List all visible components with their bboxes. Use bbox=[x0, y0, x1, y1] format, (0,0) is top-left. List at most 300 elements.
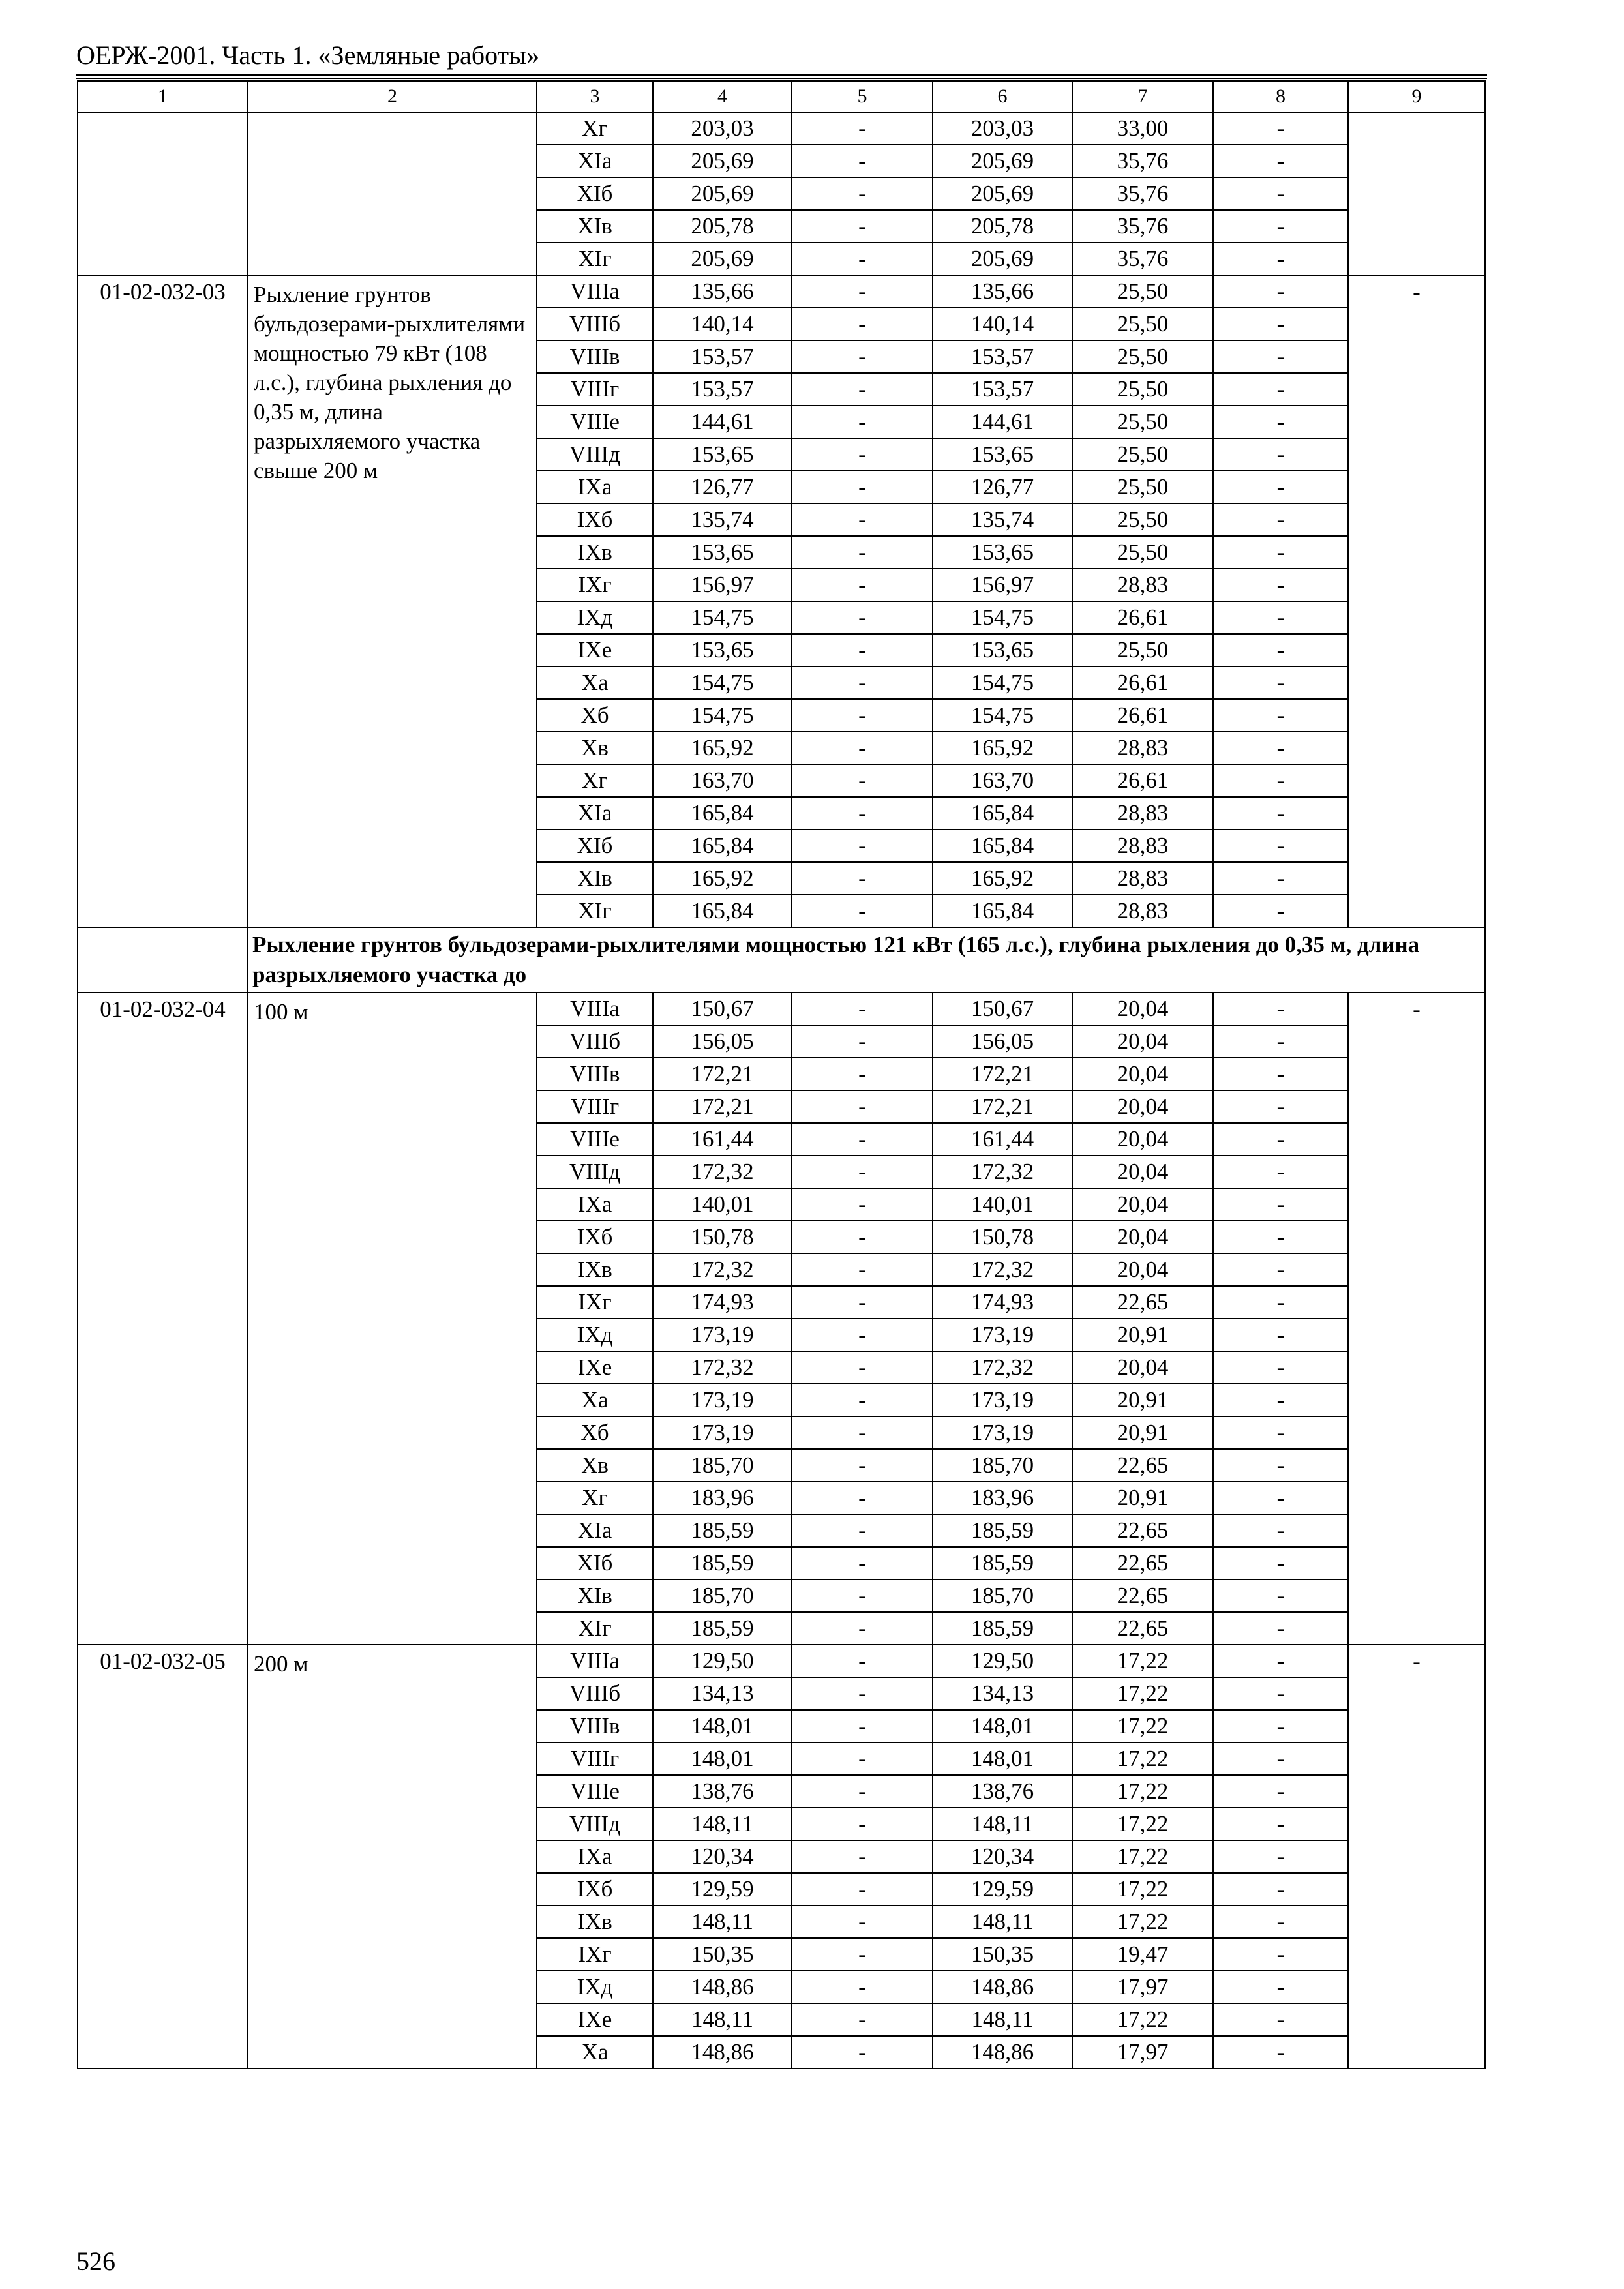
materials-cost: - bbox=[1213, 1938, 1348, 1971]
machine-cost: 140,14 bbox=[933, 308, 1072, 340]
materials-cost: - bbox=[1213, 340, 1348, 373]
column-number: 7 bbox=[1072, 81, 1213, 112]
column-number: 9 bbox=[1348, 81, 1485, 112]
soil-group: IXд bbox=[537, 1319, 653, 1351]
machinist-wage: 20,04 bbox=[1072, 1025, 1213, 1058]
labor-cost: - bbox=[1348, 275, 1485, 927]
materials-cost: - bbox=[1213, 830, 1348, 862]
total-cost: 185,70 bbox=[653, 1579, 792, 1612]
labor-cost: - bbox=[1348, 1645, 1485, 2069]
materials-cost: - bbox=[1213, 471, 1348, 503]
total-cost: 150,35 bbox=[653, 1938, 792, 1971]
machine-cost: 148,11 bbox=[933, 2003, 1072, 2036]
machine-cost: 205,69 bbox=[933, 177, 1072, 210]
materials-cost: - bbox=[1213, 1123, 1348, 1156]
machinist-wage: 25,50 bbox=[1072, 373, 1213, 406]
machinist-wage: 22,65 bbox=[1072, 1286, 1213, 1319]
machine-cost: 185,59 bbox=[933, 1514, 1072, 1547]
machinist-wage: 17,22 bbox=[1072, 1906, 1213, 1938]
soil-group: ХIг bbox=[537, 895, 653, 927]
machine-cost: 153,65 bbox=[933, 536, 1072, 569]
total-cost: 134,13 bbox=[653, 1677, 792, 1710]
total-cost: 172,21 bbox=[653, 1058, 792, 1090]
soil-group: VIIIб bbox=[537, 1677, 653, 1710]
wage-cost: - bbox=[792, 797, 933, 830]
soil-group: VIIIа bbox=[537, 275, 653, 308]
materials-cost: - bbox=[1213, 1090, 1348, 1123]
materials-cost: - bbox=[1213, 1058, 1348, 1090]
total-cost: 126,77 bbox=[653, 471, 792, 503]
total-cost: 172,32 bbox=[653, 1351, 792, 1384]
machine-cost: 135,74 bbox=[933, 503, 1072, 536]
page-header: ОЕРЖ-2001. Часть 1. «Земляные работы» bbox=[76, 40, 539, 70]
column-number-row bbox=[78, 81, 1485, 112]
materials-cost: - bbox=[1213, 536, 1348, 569]
machine-cost: 138,76 bbox=[933, 1775, 1072, 1808]
soil-group: VIIIд bbox=[537, 438, 653, 471]
materials-cost: - bbox=[1213, 1547, 1348, 1579]
wage-cost: - bbox=[792, 1743, 933, 1775]
total-cost: 140,01 bbox=[653, 1188, 792, 1221]
wage-cost: - bbox=[792, 406, 933, 438]
machinist-wage: 26,61 bbox=[1072, 764, 1213, 797]
materials-cost: - bbox=[1213, 666, 1348, 699]
machinist-wage: 25,50 bbox=[1072, 634, 1213, 666]
soil-group: Хв bbox=[537, 732, 653, 764]
machinist-wage: 28,83 bbox=[1072, 797, 1213, 830]
machinist-wage: 26,61 bbox=[1072, 601, 1213, 634]
wage-cost: - bbox=[792, 308, 933, 340]
total-cost: 148,01 bbox=[653, 1710, 792, 1743]
total-cost: 172,32 bbox=[653, 1253, 792, 1286]
machinist-wage: 26,61 bbox=[1072, 699, 1213, 732]
machinist-wage: 20,91 bbox=[1072, 1416, 1213, 1449]
machine-cost: 144,61 bbox=[933, 406, 1072, 438]
machine-cost: 165,92 bbox=[933, 862, 1072, 895]
column-number: 2 bbox=[248, 81, 537, 112]
column-number: 6 bbox=[933, 81, 1072, 112]
machine-cost: 148,11 bbox=[933, 1906, 1072, 1938]
wage-cost: - bbox=[792, 862, 933, 895]
total-cost: 205,78 bbox=[653, 210, 792, 243]
machine-cost: 173,19 bbox=[933, 1319, 1072, 1351]
total-cost: 172,32 bbox=[653, 1156, 792, 1188]
machine-cost: 150,67 bbox=[933, 993, 1072, 1025]
wage-cost: - bbox=[792, 177, 933, 210]
wage-cost: - bbox=[792, 1319, 933, 1351]
soil-group: IXд bbox=[537, 601, 653, 634]
soil-group: IXд bbox=[537, 1971, 653, 2003]
total-cost: 185,59 bbox=[653, 1514, 792, 1547]
machine-cost: 172,32 bbox=[933, 1156, 1072, 1188]
materials-cost: - bbox=[1213, 177, 1348, 210]
wage-cost: - bbox=[792, 830, 933, 862]
rate-code: 01-02-032-05 bbox=[78, 1645, 248, 2069]
labor-cost bbox=[1348, 112, 1485, 275]
total-cost: 165,84 bbox=[653, 895, 792, 927]
soil-group: IXа bbox=[537, 1840, 653, 1873]
wage-cost: - bbox=[792, 1906, 933, 1938]
machinist-wage: 20,91 bbox=[1072, 1319, 1213, 1351]
materials-cost: - bbox=[1213, 112, 1348, 145]
machinist-wage: 25,50 bbox=[1072, 536, 1213, 569]
materials-cost: - bbox=[1213, 1482, 1348, 1514]
header-rule-thin bbox=[76, 78, 1487, 79]
page-number: 526 bbox=[76, 2247, 115, 2276]
section-heading: Рыхление грунтов бульдозерами-рыхлителями мощностью 121 кВт (165 л.с.), глубина рыхления до 0,35 м, длина разрыхляемого участка до bbox=[248, 927, 1485, 993]
total-cost: 153,65 bbox=[653, 536, 792, 569]
wage-cost: - bbox=[792, 1514, 933, 1547]
total-cost: 173,19 bbox=[653, 1416, 792, 1449]
machinist-wage: 25,50 bbox=[1072, 308, 1213, 340]
wage-cost: - bbox=[792, 1840, 933, 1873]
soil-group: IXв bbox=[537, 1906, 653, 1938]
machinist-wage: 20,91 bbox=[1072, 1482, 1213, 1514]
wage-cost: - bbox=[792, 666, 933, 699]
soil-group: Хв bbox=[537, 1449, 653, 1482]
machine-cost: 153,57 bbox=[933, 373, 1072, 406]
column-number: 3 bbox=[537, 81, 653, 112]
wage-cost: - bbox=[792, 1612, 933, 1645]
wage-cost: - bbox=[792, 895, 933, 927]
total-cost: 148,11 bbox=[653, 1906, 792, 1938]
total-cost: 129,59 bbox=[653, 1873, 792, 1906]
rate-description: 100 м bbox=[248, 993, 537, 1645]
total-cost: 205,69 bbox=[653, 243, 792, 275]
machine-cost: 148,01 bbox=[933, 1743, 1072, 1775]
soil-group: VIIIа bbox=[537, 1645, 653, 1677]
machinist-wage: 25,50 bbox=[1072, 340, 1213, 373]
machinist-wage: 28,83 bbox=[1072, 830, 1213, 862]
materials-cost: - bbox=[1213, 569, 1348, 601]
soil-group: VIIIе bbox=[537, 406, 653, 438]
wage-cost: - bbox=[792, 438, 933, 471]
rate-description: Рыхление грунтов бульдозерами-рыхлителями мощностью 79 кВт (108 л.с.), глубина рыхления до 0,35 м, длина разрыхляемого участка свыше 200 м bbox=[248, 275, 537, 927]
wage-cost: - bbox=[792, 1677, 933, 1710]
total-cost: 185,59 bbox=[653, 1612, 792, 1645]
total-cost: 165,84 bbox=[653, 797, 792, 830]
wage-cost: - bbox=[792, 1188, 933, 1221]
machinist-wage: 17,22 bbox=[1072, 1840, 1213, 1873]
total-cost: 154,75 bbox=[653, 666, 792, 699]
wage-cost: - bbox=[792, 373, 933, 406]
wage-cost: - bbox=[792, 210, 933, 243]
machine-cost: 174,93 bbox=[933, 1286, 1072, 1319]
wage-cost: - bbox=[792, 601, 933, 634]
wage-cost: - bbox=[792, 634, 933, 666]
machinist-wage: 20,04 bbox=[1072, 993, 1213, 1025]
wage-cost: - bbox=[792, 1775, 933, 1808]
soil-group: ХIа bbox=[537, 797, 653, 830]
soil-group: IXб bbox=[537, 1873, 653, 1906]
materials-cost: - bbox=[1213, 699, 1348, 732]
materials-cost: - bbox=[1213, 1156, 1348, 1188]
soil-group: ХIа bbox=[537, 145, 653, 177]
soil-group: Ха bbox=[537, 2036, 653, 2069]
machine-cost: 153,65 bbox=[933, 438, 1072, 471]
wage-cost: - bbox=[792, 1938, 933, 1971]
wage-cost: - bbox=[792, 1090, 933, 1123]
wage-cost: - bbox=[792, 243, 933, 275]
materials-cost: - bbox=[1213, 1612, 1348, 1645]
machine-cost: 165,92 bbox=[933, 732, 1072, 764]
machinist-wage: 25,50 bbox=[1072, 503, 1213, 536]
rate-description bbox=[248, 112, 537, 275]
wage-cost: - bbox=[792, 536, 933, 569]
machine-cost: 148,11 bbox=[933, 1808, 1072, 1840]
machine-cost: 148,86 bbox=[933, 1971, 1072, 2003]
wage-cost: - bbox=[792, 569, 933, 601]
machinist-wage: 25,50 bbox=[1072, 471, 1213, 503]
total-cost: 148,11 bbox=[653, 2003, 792, 2036]
materials-cost: - bbox=[1213, 634, 1348, 666]
labor-cost: - bbox=[1348, 993, 1485, 1645]
soil-group: ХIа bbox=[537, 1514, 653, 1547]
materials-cost: - bbox=[1213, 1416, 1348, 1449]
machinist-wage: 20,04 bbox=[1072, 1123, 1213, 1156]
soil-group: VIIIв bbox=[537, 1710, 653, 1743]
materials-cost: - bbox=[1213, 1579, 1348, 1612]
soil-group: Хг bbox=[537, 112, 653, 145]
total-cost: 135,74 bbox=[653, 503, 792, 536]
soil-group: VIIIб bbox=[537, 1025, 653, 1058]
soil-group: Ха bbox=[537, 666, 653, 699]
resource-table bbox=[77, 80, 1486, 2069]
machine-cost: 120,34 bbox=[933, 1840, 1072, 1873]
total-cost: 153,57 bbox=[653, 340, 792, 373]
machine-cost: 165,84 bbox=[933, 797, 1072, 830]
machine-cost: 156,05 bbox=[933, 1025, 1072, 1058]
soil-group: IXб bbox=[537, 1221, 653, 1253]
soil-group: Хб bbox=[537, 699, 653, 732]
materials-cost: - bbox=[1213, 2003, 1348, 2036]
wage-cost: - bbox=[792, 1286, 933, 1319]
rate-code: 01-02-032-03 bbox=[78, 275, 248, 927]
rate-code bbox=[78, 112, 248, 275]
machinist-wage: 33,00 bbox=[1072, 112, 1213, 145]
materials-cost: - bbox=[1213, 797, 1348, 830]
soil-group: IXг bbox=[537, 569, 653, 601]
machinist-wage: 17,22 bbox=[1072, 1743, 1213, 1775]
materials-cost: - bbox=[1213, 1449, 1348, 1482]
machine-cost: 205,78 bbox=[933, 210, 1072, 243]
total-cost: 205,69 bbox=[653, 177, 792, 210]
materials-cost: - bbox=[1213, 1677, 1348, 1710]
soil-group: ХIб bbox=[537, 830, 653, 862]
machinist-wage: 20,04 bbox=[1072, 1351, 1213, 1384]
materials-cost: - bbox=[1213, 1906, 1348, 1938]
rate-description: 200 м bbox=[248, 1645, 537, 2069]
wage-cost: - bbox=[792, 1416, 933, 1449]
machinist-wage: 20,04 bbox=[1072, 1156, 1213, 1188]
materials-cost: - bbox=[1213, 1971, 1348, 2003]
machinist-wage: 25,50 bbox=[1072, 406, 1213, 438]
soil-group: IXа bbox=[537, 1188, 653, 1221]
machine-cost: 150,78 bbox=[933, 1221, 1072, 1253]
machinist-wage: 22,65 bbox=[1072, 1579, 1213, 1612]
machinist-wage: 17,22 bbox=[1072, 1873, 1213, 1906]
wage-cost: - bbox=[792, 1482, 933, 1514]
wage-cost: - bbox=[792, 1971, 933, 2003]
table-row bbox=[78, 275, 1485, 308]
soil-group: ХIб bbox=[537, 1547, 653, 1579]
soil-group: IXе bbox=[537, 2003, 653, 2036]
soil-group: IXг bbox=[537, 1938, 653, 1971]
total-cost: 165,84 bbox=[653, 830, 792, 862]
column-number: 1 bbox=[78, 81, 248, 112]
machinist-wage: 28,83 bbox=[1072, 732, 1213, 764]
total-cost: 185,59 bbox=[653, 1547, 792, 1579]
soil-group: VIIIе bbox=[537, 1775, 653, 1808]
materials-cost: - bbox=[1213, 275, 1348, 308]
materials-cost: - bbox=[1213, 601, 1348, 634]
materials-cost: - bbox=[1213, 1873, 1348, 1906]
total-cost: 153,65 bbox=[653, 438, 792, 471]
materials-cost: - bbox=[1213, 993, 1348, 1025]
machine-cost: 134,13 bbox=[933, 1677, 1072, 1710]
total-cost: 138,76 bbox=[653, 1775, 792, 1808]
machine-cost: 172,32 bbox=[933, 1351, 1072, 1384]
machinist-wage: 28,83 bbox=[1072, 862, 1213, 895]
machinist-wage: 35,76 bbox=[1072, 145, 1213, 177]
machine-cost: 129,59 bbox=[933, 1873, 1072, 1906]
machinist-wage: 25,50 bbox=[1072, 438, 1213, 471]
machine-cost: 154,75 bbox=[933, 666, 1072, 699]
soil-group: Хб bbox=[537, 1416, 653, 1449]
machinist-wage: 17,22 bbox=[1072, 1808, 1213, 1840]
machinist-wage: 17,22 bbox=[1072, 1710, 1213, 1743]
machinist-wage: 35,76 bbox=[1072, 210, 1213, 243]
total-cost: 148,86 bbox=[653, 2036, 792, 2069]
soil-group: IXв bbox=[537, 1253, 653, 1286]
soil-group: IXг bbox=[537, 1286, 653, 1319]
wage-cost: - bbox=[792, 1710, 933, 1743]
machinist-wage: 22,65 bbox=[1072, 1612, 1213, 1645]
section-code-cell bbox=[78, 927, 248, 993]
total-cost: 135,66 bbox=[653, 275, 792, 308]
materials-cost: - bbox=[1213, 243, 1348, 275]
machine-cost: 161,44 bbox=[933, 1123, 1072, 1156]
machinist-wage: 17,22 bbox=[1072, 2003, 1213, 2036]
materials-cost: - bbox=[1213, 1253, 1348, 1286]
materials-cost: - bbox=[1213, 373, 1348, 406]
total-cost: 174,93 bbox=[653, 1286, 792, 1319]
header-rule bbox=[76, 74, 1487, 76]
soil-group: VIIIв bbox=[537, 340, 653, 373]
soil-group: VIIIг bbox=[537, 1743, 653, 1775]
total-cost: 144,61 bbox=[653, 406, 792, 438]
total-cost: 148,11 bbox=[653, 1808, 792, 1840]
wage-cost: - bbox=[792, 1058, 933, 1090]
soil-group: ХIг bbox=[537, 243, 653, 275]
machine-cost: 173,19 bbox=[933, 1384, 1072, 1416]
soil-group: ХIв bbox=[537, 1579, 653, 1612]
soil-group: ХIб bbox=[537, 177, 653, 210]
materials-cost: - bbox=[1213, 895, 1348, 927]
total-cost: 148,01 bbox=[653, 1743, 792, 1775]
machinist-wage: 25,50 bbox=[1072, 275, 1213, 308]
machine-cost: 172,21 bbox=[933, 1058, 1072, 1090]
machine-cost: 173,19 bbox=[933, 1416, 1072, 1449]
machine-cost: 165,84 bbox=[933, 895, 1072, 927]
materials-cost: - bbox=[1213, 1808, 1348, 1840]
machine-cost: 153,65 bbox=[933, 634, 1072, 666]
machinist-wage: 28,83 bbox=[1072, 895, 1213, 927]
total-cost: 173,19 bbox=[653, 1384, 792, 1416]
total-cost: 140,14 bbox=[653, 308, 792, 340]
materials-cost: - bbox=[1213, 1188, 1348, 1221]
machine-cost: 150,35 bbox=[933, 1938, 1072, 1971]
total-cost: 205,69 bbox=[653, 145, 792, 177]
machine-cost: 185,70 bbox=[933, 1449, 1072, 1482]
total-cost: 183,96 bbox=[653, 1482, 792, 1514]
machine-cost: 135,66 bbox=[933, 275, 1072, 308]
table-row bbox=[78, 1645, 1485, 1677]
wage-cost: - bbox=[792, 2003, 933, 2036]
total-cost: 150,67 bbox=[653, 993, 792, 1025]
total-cost: 172,21 bbox=[653, 1090, 792, 1123]
materials-cost: - bbox=[1213, 406, 1348, 438]
total-cost: 173,19 bbox=[653, 1319, 792, 1351]
materials-cost: - bbox=[1213, 732, 1348, 764]
machine-cost: 185,70 bbox=[933, 1579, 1072, 1612]
machinist-wage: 17,22 bbox=[1072, 1775, 1213, 1808]
wage-cost: - bbox=[792, 1873, 933, 1906]
soil-group: VIIIг bbox=[537, 373, 653, 406]
materials-cost: - bbox=[1213, 1351, 1348, 1384]
wage-cost: - bbox=[792, 1645, 933, 1677]
soil-group: Хг bbox=[537, 764, 653, 797]
materials-cost: - bbox=[1213, 1840, 1348, 1873]
column-number: 4 bbox=[653, 81, 792, 112]
wage-cost: - bbox=[792, 1808, 933, 1840]
soil-group: IXе bbox=[537, 1351, 653, 1384]
wage-cost: - bbox=[792, 1123, 933, 1156]
wage-cost: - bbox=[792, 2036, 933, 2069]
machinist-wage: 28,83 bbox=[1072, 569, 1213, 601]
wage-cost: - bbox=[792, 699, 933, 732]
machinist-wage: 20,04 bbox=[1072, 1188, 1213, 1221]
total-cost: 153,65 bbox=[653, 634, 792, 666]
materials-cost: - bbox=[1213, 503, 1348, 536]
machinist-wage: 17,22 bbox=[1072, 1677, 1213, 1710]
machine-cost: 205,69 bbox=[933, 243, 1072, 275]
soil-group: VIIIг bbox=[537, 1090, 653, 1123]
section-heading-row bbox=[78, 927, 1485, 993]
machinist-wage: 20,04 bbox=[1072, 1058, 1213, 1090]
materials-cost: - bbox=[1213, 862, 1348, 895]
machine-cost: 148,01 bbox=[933, 1710, 1072, 1743]
materials-cost: - bbox=[1213, 438, 1348, 471]
total-cost: 156,05 bbox=[653, 1025, 792, 1058]
machinist-wage: 26,61 bbox=[1072, 666, 1213, 699]
machine-cost: 185,59 bbox=[933, 1612, 1072, 1645]
wage-cost: - bbox=[792, 1221, 933, 1253]
total-cost: 203,03 bbox=[653, 112, 792, 145]
wage-cost: - bbox=[792, 1449, 933, 1482]
machinist-wage: 20,91 bbox=[1072, 1384, 1213, 1416]
soil-group: VIIIв bbox=[537, 1058, 653, 1090]
materials-cost: - bbox=[1213, 2036, 1348, 2069]
machinist-wage: 22,65 bbox=[1072, 1514, 1213, 1547]
total-cost: 148,86 bbox=[653, 1971, 792, 2003]
machine-cost: 165,84 bbox=[933, 830, 1072, 862]
machine-cost: 148,86 bbox=[933, 2036, 1072, 2069]
wage-cost: - bbox=[792, 1384, 933, 1416]
wage-cost: - bbox=[792, 732, 933, 764]
machine-cost: 154,75 bbox=[933, 699, 1072, 732]
column-number: 5 bbox=[792, 81, 933, 112]
